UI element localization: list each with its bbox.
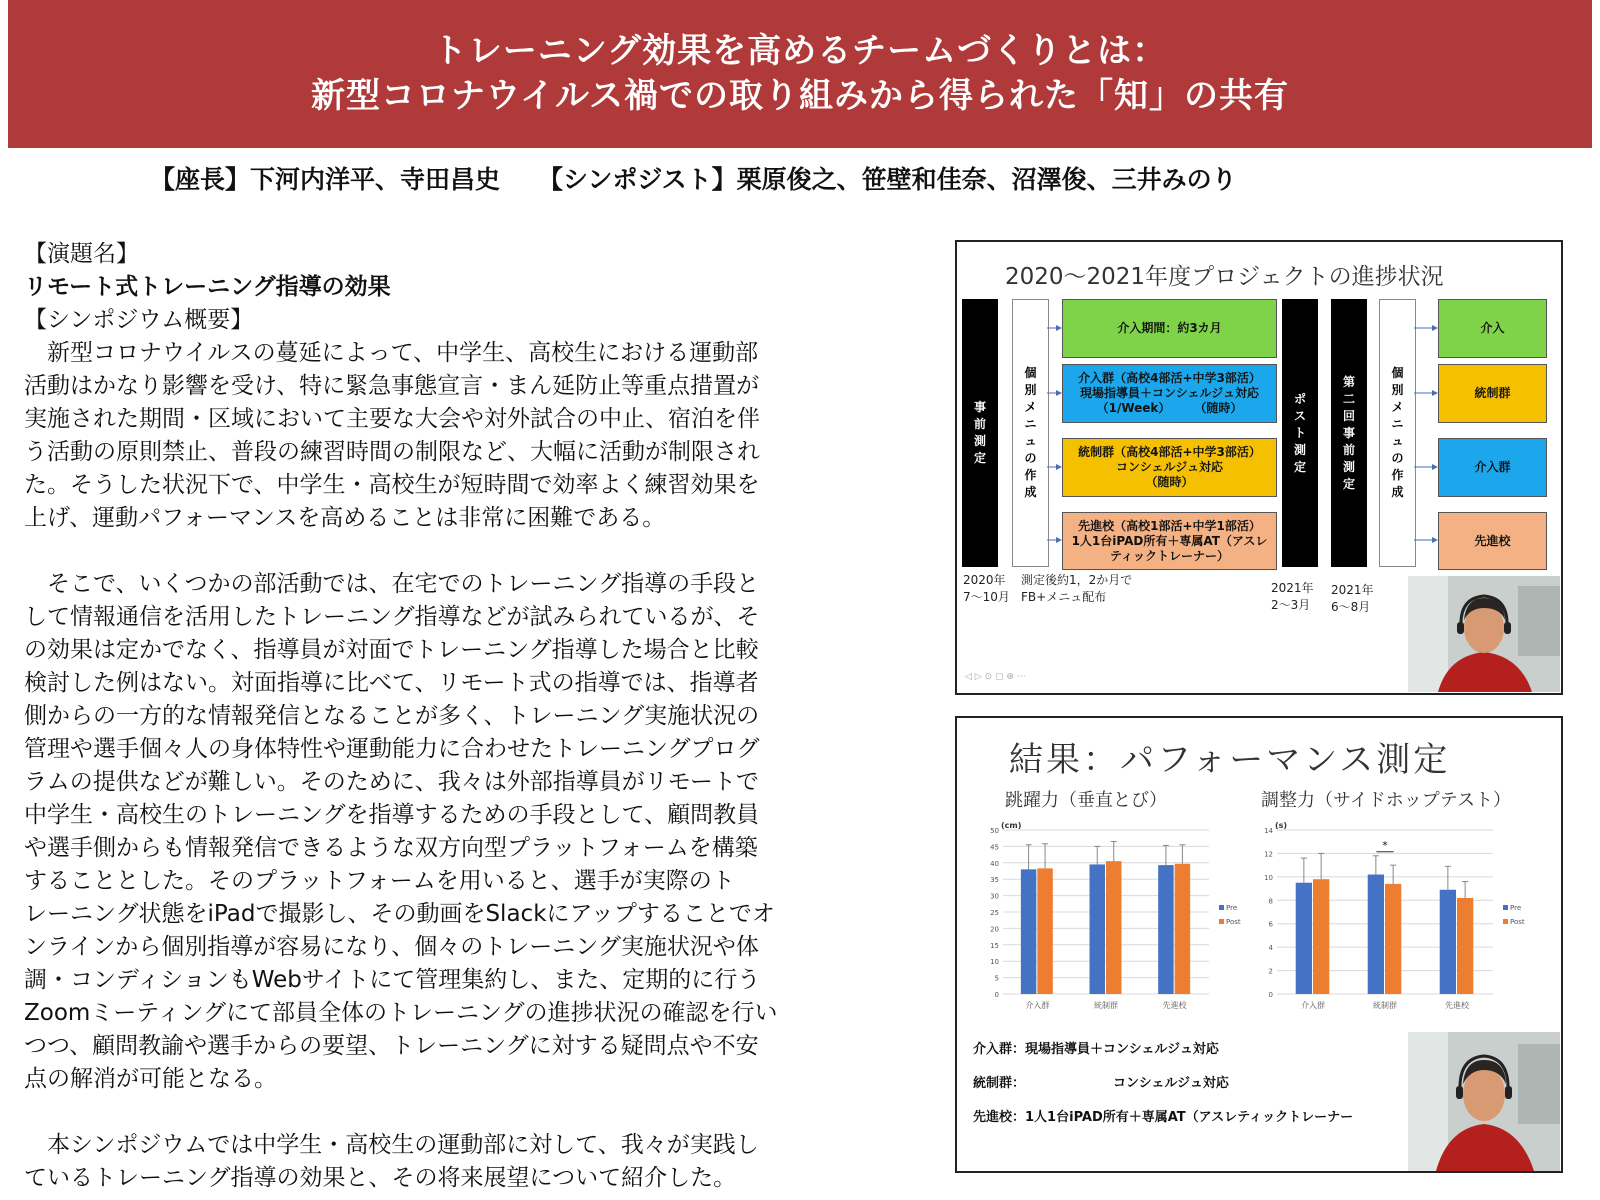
vertical-char: 前 (1342, 442, 1355, 457)
abstract-line: た。そうした状況下で、中学生・高校生が短時間で効率よく練習効果を (24, 472, 760, 498)
vertical-char: ニ (1024, 417, 1037, 431)
box-line: （1/Week） （随時） (1096, 401, 1243, 415)
y-unit-label: (s) (1275, 821, 1288, 830)
vertical-char: メ (1391, 400, 1404, 414)
abstract-line: ラムの提供などが難しい。そのために、我々は外部指導員がリモートで (24, 769, 759, 795)
abstract-line: 【シンポジウム概要】 (24, 307, 254, 333)
abstract-line: して情報通信を活用したトレーニング指導などが試みられているが、そ (24, 604, 760, 630)
note-text: 1人1台iPAD所有＋専属AT（アスレティックトレーナー (1025, 1110, 1354, 1125)
box-line: 1人1台iPAD所有＋専属AT（アスレ (1071, 533, 1268, 548)
legend-swatch (1503, 919, 1508, 924)
legend-swatch (1503, 905, 1508, 910)
timeline-year: 2021年 (1331, 583, 1374, 597)
progress-slide-title: 2020～2021年度プロジェクトの進捗状況 (1005, 264, 1444, 290)
abstract-line: や選手側からも情報発信できるような双方向型プラットフォームを構築 (24, 835, 758, 861)
legend-label: Pre (1510, 904, 1522, 912)
timeline-2021-second (1331, 582, 1374, 616)
box-line: ティックトレーナー） (1109, 548, 1230, 563)
timeline-feedback-note (1021, 572, 1132, 606)
y-tick-label: 10 (1264, 873, 1273, 882)
note-advanced (973, 1106, 1353, 1125)
right-box-label: 介入 (1480, 321, 1505, 335)
x-tick-label: 介入群 (1301, 1001, 1325, 1010)
y-tick-label: 14 (1264, 827, 1273, 835)
abstract-line: う活動の原則禁止、普段の練習時間の制限など、大幅に活動が制限され (24, 439, 760, 465)
y-tick-label: 8 (1268, 897, 1273, 906)
box-line: （随時） (1145, 475, 1194, 489)
authors-line (150, 160, 1530, 196)
abstract-line: の効果は定かでなく、指導員が対面でトレーニング指導した場合と比較 (24, 637, 759, 663)
box-line: コンシェルジュ対応 (1116, 460, 1223, 474)
y-tick-label: 15 (990, 941, 999, 950)
vertical-char: 個 (1391, 366, 1404, 380)
sidehop-chart (1241, 816, 1531, 1028)
y-tick-label: 12 (1264, 850, 1273, 859)
abstract-line: することとした。そのプラットフォームを用いると、選手が実際のト (24, 868, 735, 894)
y-tick-label: 6 (1268, 920, 1273, 929)
abstract-line: レーニング状態をiPadで撮影し、その動画をSlackにアップすることでオ (24, 901, 775, 927)
y-tick-label: 25 (990, 909, 999, 917)
legend-swatch (1219, 905, 1224, 910)
bar-post (1175, 864, 1190, 994)
abstract-line: 新型コロナウイルスの蔓延によって、中学生、高校生における運動部 (24, 340, 759, 366)
y-tick-label: 4 (1268, 944, 1273, 953)
legend-label: Post (1510, 918, 1525, 926)
title-line-2: 新型コロナウイルス禍での取り組みから得られた「知」の共有 (311, 76, 1289, 116)
box-line: 介入群（高校4部活+中学3部活） (1078, 371, 1261, 385)
vertical-char: 測 (973, 434, 986, 448)
x-tick-label: 先進校 (1445, 1001, 1469, 1010)
chart-title-sidehop: 調整力（サイドホップテスト） (1261, 790, 1512, 811)
vertical-char: 第 (1342, 374, 1355, 389)
title-banner (8, 0, 1592, 148)
results-slide (955, 716, 1563, 1173)
abstract-line: 点の解消が可能となる。 (24, 1066, 277, 1092)
vertical-char: 定 (973, 451, 986, 465)
y-tick-label: 0 (1268, 991, 1273, 999)
abstract-line: ンラインから個別指導が容易になり、個々のトレーニング実施状況や体 (24, 934, 759, 960)
x-tick-label: 統制群 (1094, 1001, 1118, 1010)
vertical-char: ュ (1391, 434, 1404, 448)
y-tick-label: 45 (990, 843, 999, 852)
abstract-line: 【演題名】 (24, 241, 139, 267)
bar-pre (1440, 890, 1456, 994)
chair-names: 【座長】下河内洋平、寺田昌史 (150, 165, 501, 194)
timeline-2021-post (1271, 580, 1314, 614)
note-label: 介入群： (973, 1042, 1026, 1057)
box-line: 統制群（高校4部活+中学3部活） (1078, 445, 1261, 459)
abstract-line: 中学生・高校生のトレーニングを指導するための手段として、顧問教員 (24, 802, 760, 828)
y-unit-label: (cm) (1001, 821, 1022, 830)
jump-chart (967, 816, 1247, 1028)
speaker-video-image (1408, 1032, 1560, 1171)
y-tick-label: 40 (990, 859, 999, 868)
abstract-line: そこで、いくつかの部活動では、在宅でのトレーニング指導の手段と (24, 571, 760, 597)
abstract-line: 側からの一方的な情報発信となることが多く、トレーニング実施状況の (24, 703, 760, 729)
vertical-char: 別 (1024, 383, 1037, 397)
y-tick-label: 20 (990, 925, 999, 934)
timeline-months: 7～10月 (963, 590, 1010, 604)
timeline-months: 6～8月 (1331, 600, 1371, 614)
x-tick-label: 介入群 (1025, 1001, 1050, 1010)
timeline-2020 (963, 572, 1010, 606)
timeline-year: 2020年 (963, 573, 1006, 587)
intervention-period-label: 介入期間：約3カ月 (1117, 321, 1222, 335)
bar-pre (1368, 875, 1384, 994)
y-tick-label: 2 (1268, 967, 1273, 976)
vertical-char: メ (1024, 400, 1037, 414)
results-slide-title: 結果：パフォーマンス測定 (1009, 740, 1451, 780)
abstract-line: リモート式トレーニング指導の効果 (24, 274, 391, 300)
abstract-line (24, 535, 904, 568)
y-tick-label: 30 (990, 892, 999, 901)
abstract-line: 活動はかなり影響を受け、特に緊急事態宣言・まん延防止等重点措置が (24, 373, 760, 399)
bar-pre (1021, 869, 1036, 994)
vertical-char: ス (1293, 408, 1306, 423)
y-tick-label: 5 (994, 974, 999, 983)
vertical-char: 個 (1024, 366, 1037, 380)
note-control (973, 1072, 1229, 1091)
x-tick-label: 統制群 (1373, 1001, 1397, 1010)
timeline-months: 2～3月 (1271, 598, 1311, 612)
speaker-webcam (1408, 576, 1560, 692)
timeline-year: 2021年 (1271, 581, 1314, 595)
vertical-char: 二 (1342, 391, 1355, 406)
bar-post (1037, 868, 1052, 994)
title-line-1: トレーニング効果を高めるチームづくりとは： (432, 31, 1168, 71)
abstract-line: 管理や選手個々人の身体特性や運動能力に合わせたトレーニングプログ (24, 736, 760, 762)
box-line: 現場指導員＋コンシェルジュ対応 (1080, 386, 1259, 400)
vertical-char: 測 (1293, 442, 1306, 457)
vertical-char: 測 (1342, 459, 1355, 474)
abstract-line (24, 1096, 904, 1129)
abstract-line: つつ、顧問教諭や選手からの要望、トレーニングに対する疑問点や不安 (24, 1033, 759, 1059)
symposist-names: 【シンポジスト】栗原俊之、笹壁和佳奈、沼澤俊、三井みのり (538, 165, 1237, 194)
bar-pre (1158, 865, 1173, 994)
slide-controls[interactable]: ◁ ▷ ⊙ ▢ ⊕ ⋯ (965, 672, 1026, 682)
vertical-char: の (1391, 451, 1404, 465)
feedback-note-line: 測定後約1，2か月で (1021, 573, 1133, 587)
right-box-label: 介入群 (1474, 460, 1511, 474)
bar-pre (1090, 864, 1105, 994)
abstract-line: 実施された期間・区域において主要な大会や対外試合の中止、宿泊を伴 (24, 406, 760, 432)
vertical-char: 定 (1342, 476, 1355, 491)
note-text: 現場指導員＋コンシェルジュ対応 (1025, 1042, 1219, 1057)
note-label: 先進校： (973, 1110, 1026, 1125)
chart-title-jump: 跳躍力（垂直とび） (1005, 790, 1167, 811)
vertical-char: 回 (1342, 408, 1355, 423)
vertical-char: 成 (1024, 485, 1037, 499)
significance-marker: * (1382, 838, 1388, 852)
y-tick-label: 10 (990, 958, 999, 967)
legend-label: Post (1226, 918, 1241, 926)
bar-post (1313, 879, 1329, 994)
vertical-char: の (1024, 451, 1037, 465)
legend-label: Pre (1226, 904, 1238, 912)
right-box-label: 先進校 (1474, 533, 1511, 548)
note-intervention (973, 1038, 1219, 1057)
vertical-char: ポ (1293, 391, 1306, 406)
vertical-char: 成 (1391, 485, 1404, 499)
bar-pre (1296, 883, 1312, 994)
note-label: 統制群： (973, 1076, 1026, 1091)
y-tick-label: 50 (990, 827, 999, 835)
feedback-note-line: FB+メニュ配布 (1021, 590, 1107, 604)
vertical-char: 事 (1342, 425, 1355, 440)
y-tick-label: 35 (990, 876, 999, 885)
abstract-line: 本シンポジウムでは中学生・高校生の運動部に対して、我々が実践し (24, 1132, 759, 1158)
x-tick-label: 先進校 (1162, 1001, 1187, 1010)
abstract-line: ているトレーニング指導の効果と、その将来展望について紹介した。 (24, 1165, 737, 1191)
vertical-char: 事 (973, 400, 986, 414)
vertical-char: 作 (1391, 468, 1404, 482)
speaker-video-image (1408, 576, 1560, 692)
abstract-line: 上げ、運動パフォーマンスを高めることは非常に困難である。 (24, 505, 666, 531)
abstract-line: 調・コンディションもWebサイトにて管理集約し、また、定期的に行う (24, 967, 761, 993)
y-tick-label: 0 (994, 991, 999, 999)
abstract-line: 検討した例はない。対面指導に比べて、リモート式の指導では、指導者 (24, 670, 759, 696)
right-box-label: 統制群 (1474, 386, 1511, 400)
abstract-text (24, 238, 904, 1195)
vertical-char: ト (1293, 425, 1306, 440)
vertical-char: 別 (1391, 383, 1404, 397)
speaker-webcam-2 (1408, 1032, 1560, 1171)
progress-slide (955, 240, 1563, 695)
bar-post (1385, 884, 1401, 994)
note-text: コンシェルジュ対応 (1113, 1076, 1229, 1091)
vertical-char: ニ (1391, 417, 1404, 431)
legend-swatch (1219, 919, 1224, 924)
vertical-char: ュ (1024, 434, 1037, 448)
vertical-char: 定 (1293, 459, 1306, 474)
bar-post (1457, 898, 1473, 994)
bar-post (1106, 861, 1121, 994)
vertical-char: 前 (973, 417, 986, 431)
vertical-char: 作 (1024, 468, 1037, 482)
abstract-line: Zoomミーティングにて部員全体のトレーニングの進捗状況の確認を行い (24, 1000, 778, 1026)
box-line: 先進校（高校1部活+中学1部活） (1078, 518, 1261, 533)
